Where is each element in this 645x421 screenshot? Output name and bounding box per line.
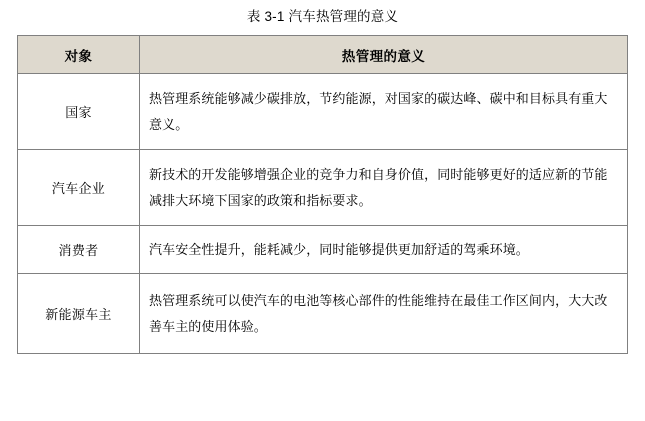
table-header xyxy=(18,36,628,74)
cell-object: 消费者 xyxy=(18,226,140,274)
table-body xyxy=(18,74,628,354)
cell-object: 国家 xyxy=(18,74,140,150)
cell-meaning: 新技术的开发能够增强企业的竞争力和自身价值，同时能够更好的适应新的节能减排大环境下国家的政策和指标要求。 xyxy=(140,150,628,226)
cell-object: 汽车企业 xyxy=(18,150,140,226)
cell-meaning: 热管理系统可以使汽车的电池等核心部件的性能维持在最佳工作区间内，大大改善车主的使用体验。 xyxy=(140,274,628,354)
cell-object: 新能源车主 xyxy=(18,274,140,354)
table-row xyxy=(18,150,628,226)
table-header-row xyxy=(18,36,628,74)
thermal-management-significance-table xyxy=(17,35,628,354)
table-row xyxy=(18,74,628,150)
cell-meaning: 热管理系统能够减少碳排放，节约能源，对国家的碳达峰、碳中和目标具有重大意义。 xyxy=(140,74,628,150)
column-header-object: 对象 xyxy=(18,36,140,74)
table-row xyxy=(18,226,628,274)
cell-meaning: 汽车安全性提升，能耗减少，同时能够提供更加舒适的驾乘环境。 xyxy=(140,226,628,274)
column-header-meaning: 热管理的意义 xyxy=(140,36,628,74)
table-caption: 表 3-1 汽车热管理的意义 xyxy=(246,9,399,24)
table-row xyxy=(18,274,628,354)
